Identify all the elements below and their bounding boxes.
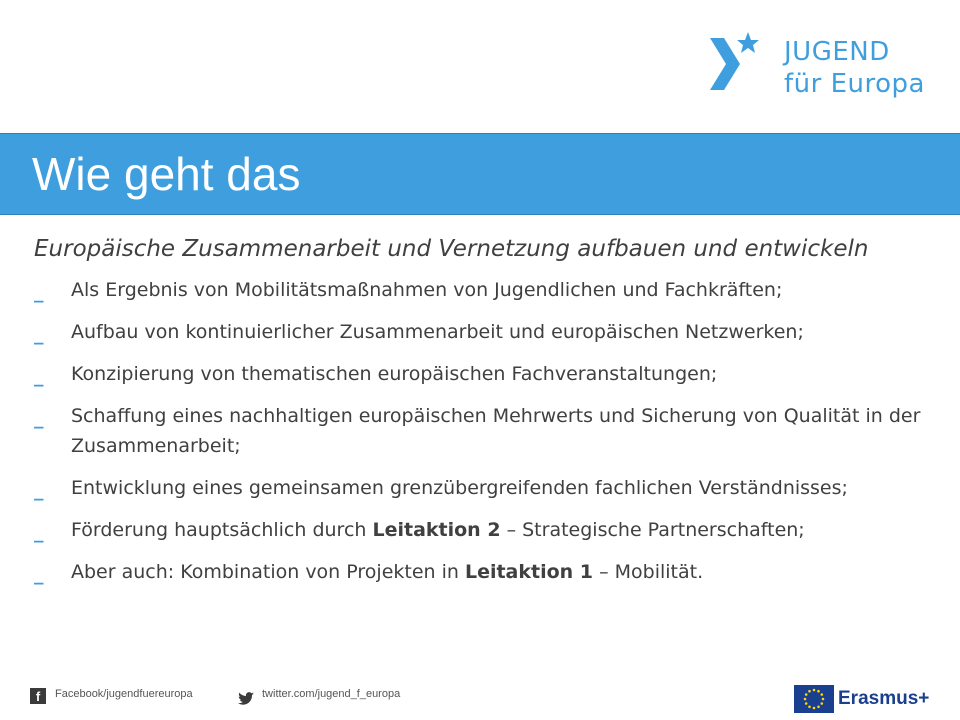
- bullet-marker: _: [34, 281, 44, 303]
- logo-line1: JUGEND: [784, 37, 890, 67]
- bullet-item: [34, 401, 950, 461]
- bullet-marker: _: [34, 323, 44, 345]
- bullet-item: [34, 359, 950, 389]
- footer: [0, 680, 960, 720]
- chevron-star-logo-icon: [706, 30, 776, 100]
- bullet-text-post: – Strategische Partnerschaften;: [500, 519, 805, 541]
- bullet-item: [34, 557, 950, 587]
- slide-subtitle: Europäische Zusammenarbeit und Vernetzung aufbauen und entwickeln: [34, 236, 869, 262]
- bullet-item: [34, 317, 950, 347]
- bullet-text: Konzipierung von thematischen europäischen Fachveranstaltungen;: [71, 363, 718, 385]
- bullet-marker: _: [34, 407, 44, 429]
- eu-flag-icon: [794, 685, 834, 713]
- bullet-item: [34, 515, 950, 545]
- bullet-text-bold: Leitaktion 1: [464, 561, 594, 583]
- bullet-marker: _: [34, 563, 44, 585]
- twitter-link[interactable]: twitter.com/jugend_f_europa: [262, 688, 401, 700]
- bullet-marker: _: [34, 521, 44, 543]
- logo-line2: für Europa: [784, 69, 925, 99]
- erasmus-plus-logo-text: Erasmus+: [838, 688, 930, 709]
- bullet-item: [34, 473, 950, 503]
- bullet-text-post: – Mobilität.: [593, 561, 704, 583]
- bullet-text-pre: Aber auch: Kombination von Projekten in: [71, 561, 465, 583]
- title-bar: [0, 133, 960, 215]
- bullet-text-bold: Leitaktion 2: [372, 519, 501, 541]
- bullet-text: Als Ergebnis von Mobilitätsmaßnahmen von Jugendlichen und Fachkräften;: [71, 279, 783, 301]
- bullet-text: Aufbau von kontinuierlicher Zusammenarbeit und europäischen Netzwerken;: [71, 321, 804, 343]
- bullet-marker: _: [34, 479, 44, 501]
- bullet-text: Entwicklung eines gemeinsamen grenzübergreifenden fachlichen Verständnisses;: [71, 477, 848, 499]
- facebook-link[interactable]: Facebook/jugendfuereuropa: [55, 688, 193, 700]
- bullet-marker: _: [34, 365, 44, 387]
- facebook-icon[interactable]: f: [30, 688, 46, 704]
- jugend-fuer-europa-logo: [706, 30, 946, 110]
- bullet-list: [34, 275, 950, 587]
- bullet-text: Schaffung eines nachhaltigen europäischen Mehrwerts und Sicherung von Qualität in der Zusammenarbeit;: [71, 405, 921, 457]
- twitter-icon[interactable]: [238, 692, 254, 706]
- slide-content: [34, 228, 950, 599]
- slide-title: Wie geht das: [32, 148, 301, 200]
- logo-text: [784, 36, 925, 100]
- bullet-item: [34, 275, 950, 305]
- bullet-text-pre: Förderung hauptsächlich durch: [71, 519, 373, 541]
